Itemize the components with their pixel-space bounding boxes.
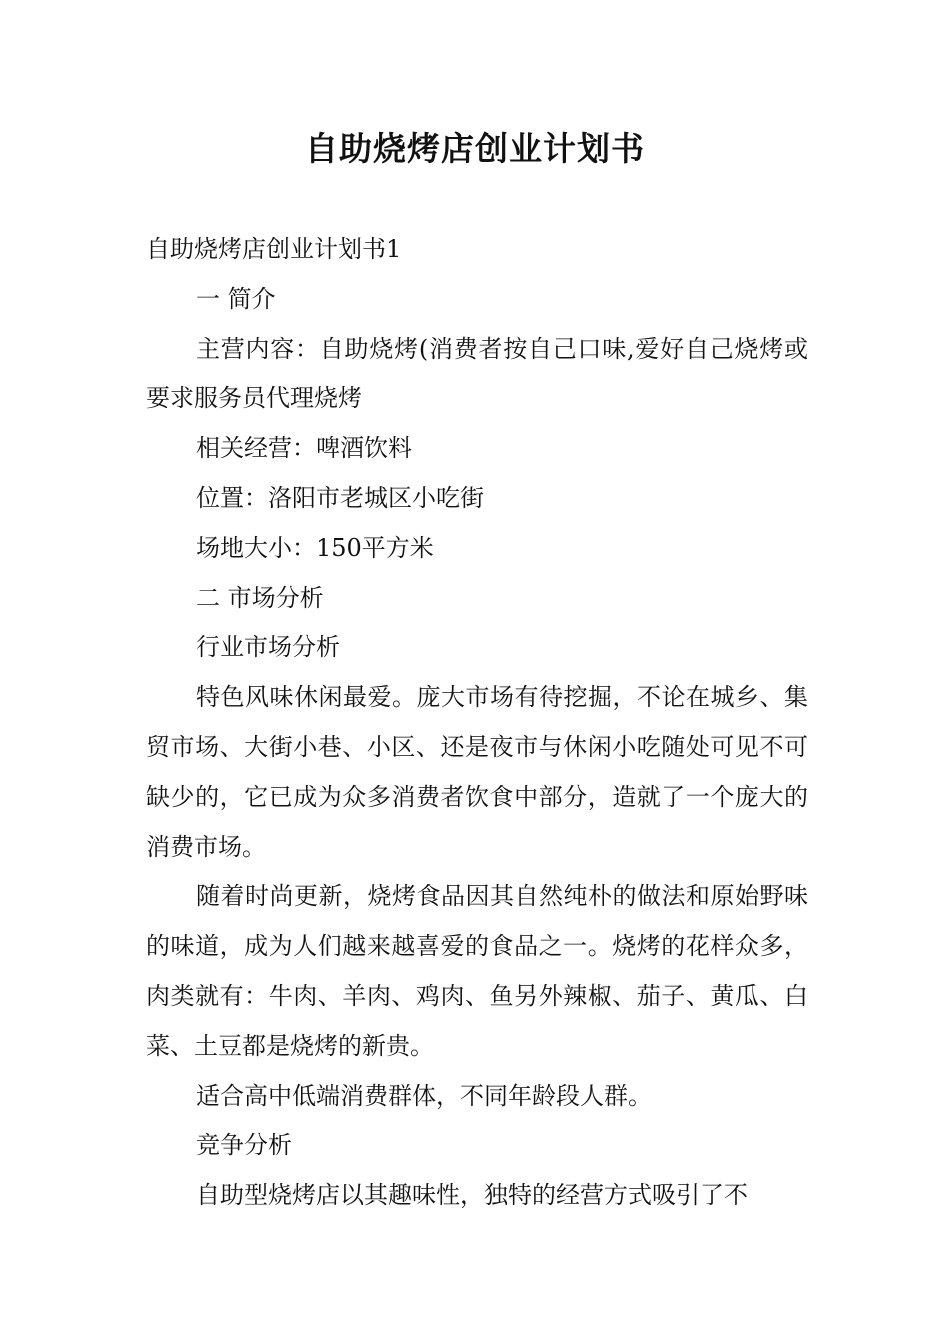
paragraph: 自助型烧烤店以其趣味性，独特的经营方式吸引了不 <box>196 1181 748 1210</box>
paragraph: 自助烧烤店创业计划书1 <box>146 235 402 263</box>
document-title: 自助烧烤店创业计划书 <box>305 129 645 168</box>
paragraph: 场地大小：150平方米 <box>196 533 434 562</box>
paragraph: 特色风味休闲最爱。庞大市场有待挖掘，不论在城乡、集贸市场、大街小巷、小区、还是夜市与休闲小吃随处可见不可缺少的，它已成为众多消费者饮食中部分，造就了一个庞大的消费市场。 <box>146 683 808 861</box>
paragraph: 主营内容：自助烧烤(消费者按自己口味,爱好自己烧烤或要求服务员代理烧烤 <box>146 334 808 413</box>
paragraph: 适合高中低端消费群体，不同年龄段人群。 <box>196 1081 652 1110</box>
paragraph: 随着时尚更新，烧烤食品因其自然纯朴的做法和原始野味的味道，成为人们越来越喜爱的食品之一。烧烤的花样众多，肉类就有：牛肉、羊肉、鸡肉、鱼另外辣椒、茄子、黄瓜、白菜、土豆都是烧烤的新贵。 <box>146 882 808 1060</box>
paragraph: 二 市场分析 <box>196 583 324 612</box>
document-body <box>146 225 808 1221</box>
paragraph: 位置：洛阳市老城区小吃街 <box>196 483 484 512</box>
paragraph: 竞争分析 <box>196 1131 292 1160</box>
paragraph: 相关经营：啤酒饮料 <box>196 434 412 463</box>
paragraph: 行业市场分析 <box>196 633 340 662</box>
paragraph: 一 简介 <box>196 284 276 313</box>
